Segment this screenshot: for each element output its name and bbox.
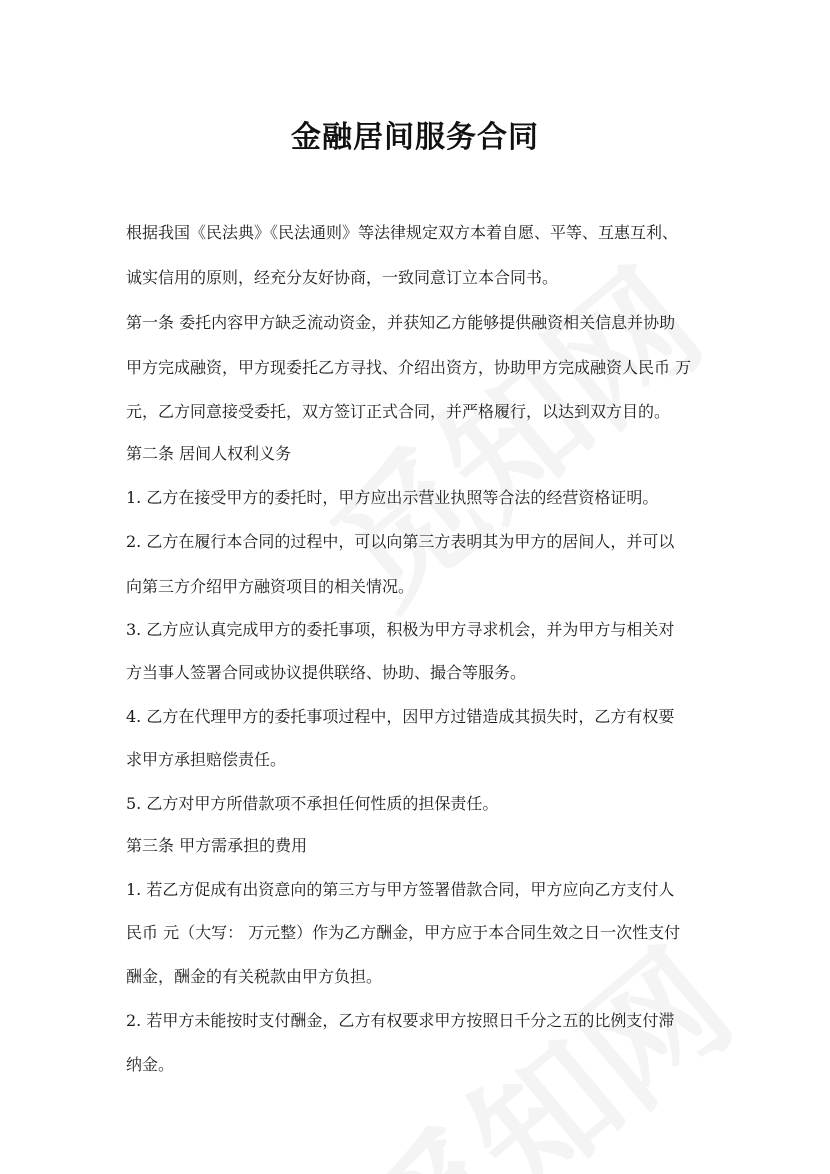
paragraph-line: 元，乙方同意接受委托，双方签订正式合同，并严格履行，以达到双方目的。 [126,402,671,421]
clause-line: 方当事人签署合同或协议提供联络、协助、撮合等服务。 [126,663,527,682]
clause-line: 求甲方承担赔偿责任。 [126,750,287,769]
clause-line: 民币 元（大写： 万元整）作为乙方酬金，甲方应于本合同生效之日一次性支付 [126,923,681,942]
clause-line: 2. 若甲方未能按时支付酬金，乙方有权要求甲方按照日千分之五的比例支付滞 [126,1011,675,1030]
paragraph-line: 甲方完成融资，甲方现委托乙方寻找、介绍出资方，协助甲方完成融资人民币 万 [126,358,692,377]
paragraph-line: 诚实信用的原则，经充分友好协商，一致同意订立本合同书。 [126,268,559,287]
clause-line: 1. 若乙方促成有出资意向的第三方与甲方签署借款合同，甲方应向乙方支付人 [126,880,675,899]
clause-line: 1. 乙方在接受甲方的委托时，甲方应出示营业执照等合法的经营资格证明。 [126,488,659,507]
clause-line: 3. 乙方应认真完成甲方的委托事项，积极为甲方寻求机会，并为甲方与相关对 [126,620,675,639]
clause-line: 5. 乙方对甲方所借款项不承担任何性质的担保责任。 [126,794,499,813]
clause-line: 4. 乙方在代理甲方的委托事项过程中，因甲方过错造成其损失时，乙方有权要 [126,707,675,726]
document-title: 金融居间服务合同 [291,120,539,155]
article-three-heading: 第三条 甲方需承担的费用 [126,836,308,855]
clause-line: 酬金，酬金的有关税款由甲方负担。 [126,967,383,986]
article-two-heading: 第二条 居间人权利义务 [126,444,292,463]
clause-line: 向第三方介绍甲方融资项目的相关情况。 [126,577,415,596]
article-one-line: 第一条 委托内容甲方缺乏流动资金，并获知乙方能够提供融资相关信息并协助 [126,313,676,332]
clause-line: 纳金。 [126,1055,175,1074]
paragraph-line: 根据我国《民法典》《民法通则》等法律规定双方本着自愿、平等、互惠互利、 [126,223,679,242]
clause-line: 2. 乙方在履行本合同的过程中，可以向第三方表明其为甲方的居间人，并可以 [126,532,675,551]
